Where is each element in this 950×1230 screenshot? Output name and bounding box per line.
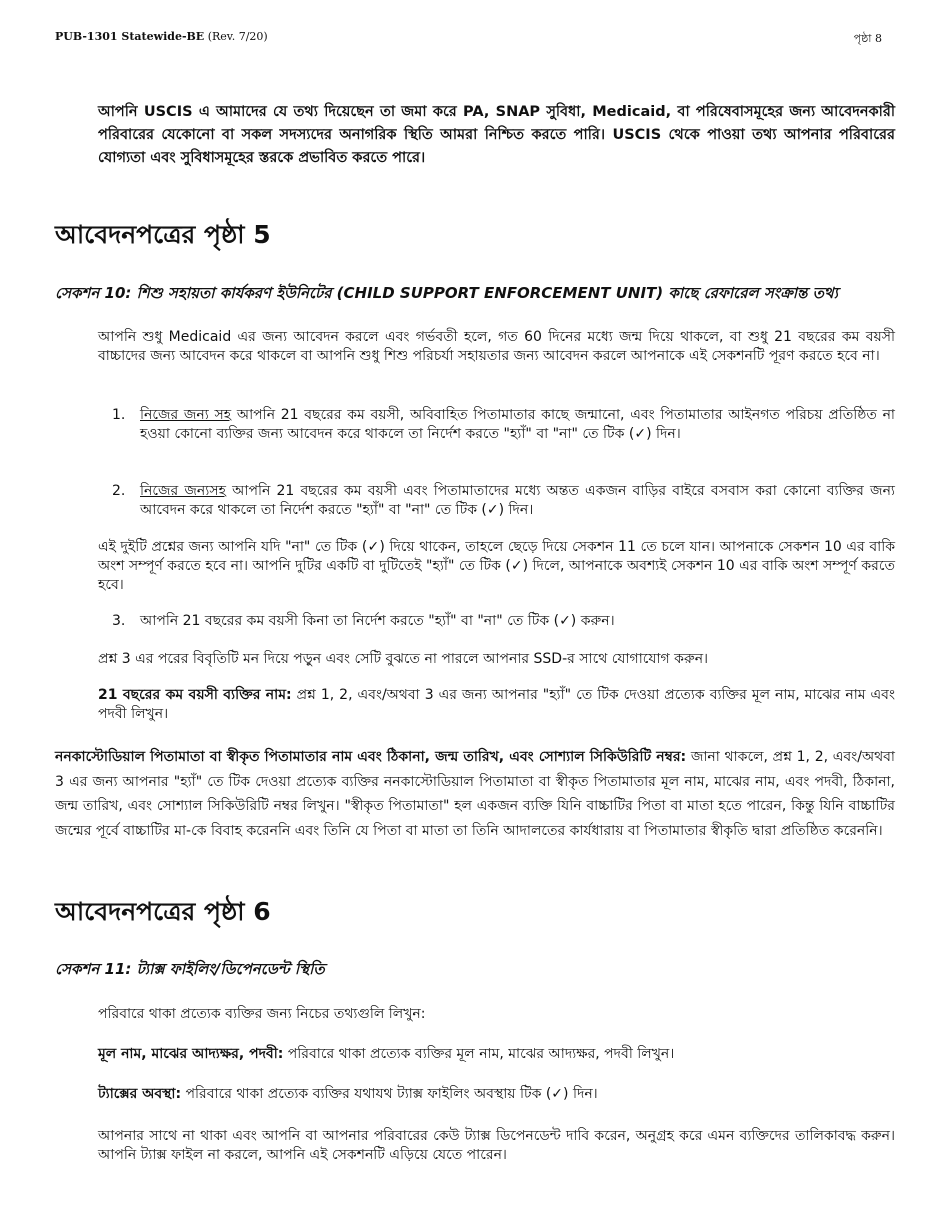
para4-lead: 21 বছরের কম বয়সী ব্যক্তির নাম: (98, 687, 292, 703)
section11-para1: পরিবারে থাকা প্রত্যেক ব্যক্তির জন্য নিচের তথ্যগুলি লিখুন: (98, 1006, 426, 1022)
doc-revision: (Rev. 7/20) (207, 30, 268, 43)
question-2-body: আপনি 21 বছরের কম বয়সী এবং পিতামাতাদের মধ্যে অন্তত একজন বাড়ির বাইরে বসবাস করা কোনো ব্যক্তির জন্য আবেদন করে থাকলে তা নির্দেশ করতে "হ্যাঁ" বা "না" তে টিক (✓) দিন। (140, 483, 895, 518)
question-1-text (140, 406, 895, 444)
intro-paragraph: আপনি USCIS এ আমাদের যে তথ্য দিয়েছেন তা জমা করে PA, SNAP সুবিধা, Medicaid, বা পরিষেবাসমূহের জন্য আবেদনকারী পরিবারের যেকোনো বা সকল সদস্যদের অনাগরিক স্থিতি আমরা নিশ্চিত করতে পারি। USCIS থেকে পাওয়া তথ্য আপনার পরিবারের যোগ্যতা এবং সুবিধাসমূহের স্তরকে প্রভাবিত করতে পারে। (98, 104, 895, 166)
question-2-lead: নিজের জন্যসহ (140, 483, 226, 499)
doc-id: PUB-1301 Statewide-BE (55, 30, 205, 43)
section10-title: সেকশন 10: শিশু সহায়তা কার্যকরণ ইউনিটের (CHILD SUPPORT ENFORCEMENT UNIT) কাছে রেফারেল সংক্রান্ত তথ্য (55, 284, 838, 302)
section10-para3: প্রশ্ন 3 এর পরের বিবৃতিটি মন দিয়ে পড়ুন এবং সেটি বুঝতে না পারলে আপনার SSD-র সাথে যোগাযোগ করুন। (98, 651, 709, 667)
section11-para2-body: পরিবারে থাকা প্রত্যেক ব্যক্তির মূল নাম, মাঝের আদ্যক্ষর, পদবী লিখুন। (283, 1046, 675, 1062)
section11-para2 (98, 1045, 895, 1064)
question-1 (112, 406, 895, 444)
section10-para5 (55, 745, 895, 843)
section10-para1: আপনি শুধু Medicaid এর জন্য আবেদন করলে এবং গর্ভবতী হলে, গত 60 দিনের মধ্যে জন্ম দিয়ে থাকলে, বা শুধু 21 বছরের কম বয়সী বাচ্চাদের জন্য আবেদন করে থাকলে বা আপনি শুধু শিশু পরিচর্যা সহায়তার জন্য আবেদন করলে আপনাকে এই সেকশনটি পূরণ করতে হবে না। (98, 329, 895, 364)
section11-title: সেকশন 11: ট্যাক্স ফাইলিং/ডিপেনডেন্ট স্থিতি (55, 960, 325, 978)
question-3-number: 3. (112, 613, 126, 629)
page5-heading: আবেদনপত্রের পৃষ্ঠা 5 (55, 220, 271, 249)
question-1-number: 1. (112, 407, 126, 423)
page-number: পৃষ্ঠা 8 (853, 32, 882, 45)
doc-identifier (55, 30, 268, 43)
question-2 (112, 482, 895, 520)
question-3-text: আপনি 21 বছরের কম বয়সী কিনা তা নির্দেশ করতে "হ্যাঁ" বা "না" তে টিক (✓) করুন। (140, 613, 615, 629)
section11-para4: আপনার সাথে না থাকা এবং আপনি বা আপনার পরিবারের কেউ ট্যাক্স ডিপেনডেন্ট দাবি করেন, অনুগ্রহ করে এমন ব্যক্তিদের তালিকাবদ্ধ করুন। আপনি ট্যাক্স ফাইল না করলে, আপনি এই সেকশনটি এড়িয়ে যেতে পারেন। (98, 1128, 895, 1163)
section10-para2: এই দুইটি প্রশ্নের জন্য আপনি যদি "না" তে টিক (✓) দিয়ে থাকেন, তাহলে ছেড়ে দিয়ে সেকশন 11 তে চলে যান। আপনাকে সেকশন 10 এর বাকি অংশ সম্পূর্ণ করতে হবে না। আপনি দুটির একটি বা দুটিতেই "হ্যাঁ" তে টিক (✓) দিলে, আপনাকে অবশ্যই সেকশন 10 এর বাকি অংশ সম্পূর্ণ করতে হবে। (98, 539, 895, 593)
question-3 (112, 612, 895, 631)
section10-para4 (98, 686, 895, 724)
section11-para2-lead: মূল নাম, মাঝের আদ্যক্ষর, পদবী: (98, 1046, 284, 1062)
para5-body: জানা থাকলে, প্রশ্ন 1, 2, এবং/অথবা 3 এর জন্য আপনার "হ্যাঁ" তে টিক দেওয়া প্রত্যেক ব্যক্তির ননকাস্টোডিয়াল পিতামাতা বা স্বীকৃত পিতামাতার মূল নাম, মাঝের নাম, এবং পদবী, ঠিকানা, জন্ম তারিখ, এবং সোশ্যাল সিকিউরিটি নম্বর লিখুন। "স্বীকৃত পিতামাতা" হল একজন ব্যক্তি যিনি বাচ্চাটির পিতা বা মাতা হতে পারেন, কিন্তু যিনি বাচ্চাটির জন্মের পূর্বে বাচ্চাটির মা-কে বিবাহ করেননি এবং তিনি যে পিতা বা মাতা তা তিনি আদালতের কার্যধারায় বা পিতামাতার স্বীকৃতি দ্বারা প্রতিষ্ঠিত করেননি। (55, 749, 895, 839)
question-1-lead: নিজের জন্য সহ (140, 407, 232, 423)
page-header (55, 30, 882, 48)
question-2-text (140, 482, 895, 520)
question-1-body: আপনি 21 বছরের কম বয়সী, অবিবাহিত পিতামাতার কাছে জন্মানো, এবং পিতামাতার আইনগত পরিচয় প্রতিষ্ঠিত না হওয়া কোনো ব্যক্তির জন্য আবেদন করে থাকলে তা নির্দেশ করতে "হ্যাঁ" বা "না" তে টিক (✓) দিন। (140, 407, 895, 442)
section11-para3 (98, 1085, 895, 1104)
page6-heading: আবেদনপত্রের পৃষ্ঠা 6 (55, 897, 271, 926)
section11-para3-body: পরিবারে থাকা প্রত্যেক ব্যক্তির যথাযথ ট্যাক্স ফাইলিং অবস্থায় টিক (✓) দিন। (181, 1086, 598, 1102)
para4-body: প্রশ্ন 1, 2, এবং/অথবা 3 এর জন্য আপনার "হ্যাঁ" তে টিক দেওয়া প্রত্যেক ব্যক্তির মূল নাম, মাঝের নাম এবং পদবী লিখুন। (98, 687, 895, 722)
section11-para3-lead: ট্যাক্সের অবস্থা: (98, 1086, 182, 1102)
question-2-number: 2. (112, 483, 126, 499)
para5-lead: ননকাস্টোডিয়াল পিতামাতা বা স্বীকৃত পিতামাতার নাম এবং ঠিকানা, জন্ম তারিখ, এবং সোশ্যাল সিকিউরিটি নম্বর: (55, 749, 687, 765)
